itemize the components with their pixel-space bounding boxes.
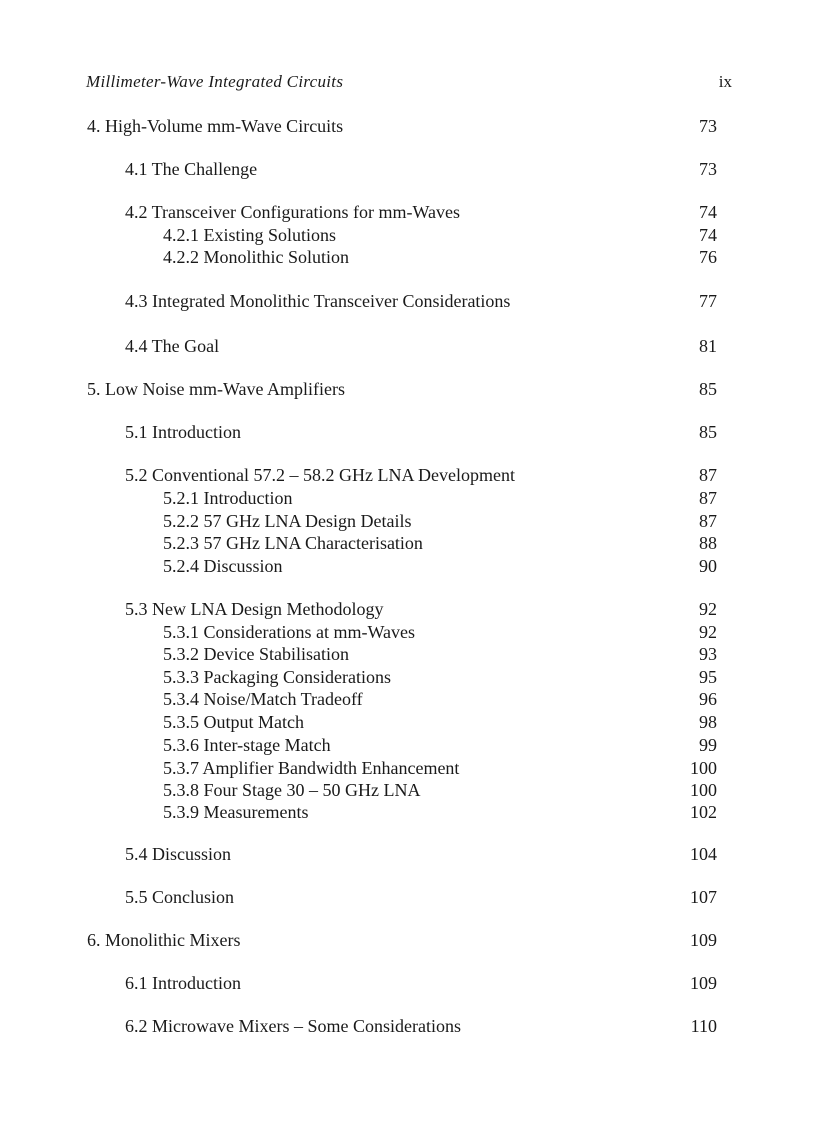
toc-entry-4-2-1 <box>87 224 717 246</box>
toc-entry-label: 5.3.5 Output Match <box>163 712 304 732</box>
toc-entry-page: 100 <box>690 780 717 800</box>
toc-entry-page: 73 <box>699 159 717 179</box>
toc-entry-5-3-8 <box>87 779 717 801</box>
toc-entry-4-3 <box>87 290 717 312</box>
toc-entry-page: 93 <box>699 644 717 664</box>
toc-entry-5-3-4 <box>87 688 717 710</box>
toc-entry-label: 5. Low Noise mm-Wave Amplifiers <box>87 379 346 399</box>
toc-entry-label: 5.3.7 Amplifier Bandwidth Enhancement <box>163 758 460 778</box>
toc-entry-5-3-3 <box>87 666 717 688</box>
toc-entry-label: 5.2.1 Introduction <box>163 488 293 508</box>
toc-entry-label: 5.3.6 Inter-stage Match <box>163 735 331 755</box>
toc-entry-5-2-4 <box>87 555 717 577</box>
toc-entry-label: 5.3.3 Packaging Considerations <box>163 667 391 687</box>
toc-entry-page: 90 <box>699 556 717 576</box>
toc-entry-label: 5.3.8 Four Stage 30 – 50 GHz LNA <box>163 780 421 800</box>
toc-entry-5-2-3 <box>87 532 717 554</box>
toc-entry-label: 6. Monolithic Mixers <box>87 930 241 950</box>
toc-entry-label: 5.3 New LNA Design Methodology <box>125 599 384 619</box>
toc-entry-page: 98 <box>699 712 717 732</box>
toc-entry-page: 109 <box>690 930 717 950</box>
toc-entry-label: 4.3 Integrated Monolithic Transceiver Considerations <box>125 291 511 311</box>
toc-entry-4-2 <box>87 201 717 223</box>
toc-entry-label: 5.3.4 Noise/Match Tradeoff <box>163 689 363 709</box>
table-of-contents <box>87 0 717 1123</box>
toc-entry-label: 4.4 The Goal <box>125 336 220 356</box>
toc-entry-chapter-6 <box>87 929 717 951</box>
toc-entry-page: 87 <box>699 465 717 485</box>
toc-entry-6-2 <box>87 1015 717 1037</box>
toc-entry-label: 5.2.4 Discussion <box>163 556 283 576</box>
toc-entry-5-3-9 <box>87 801 717 823</box>
toc-entry-label: 5.2.2 57 GHz LNA Design Details <box>163 511 412 531</box>
toc-entry-label: 5.4 Discussion <box>125 844 232 864</box>
toc-entry-4-2-2 <box>87 246 717 268</box>
toc-entry-label: 5.3.9 Measurements <box>163 802 309 822</box>
toc-entry-page: 85 <box>699 422 717 442</box>
toc-entry-page: 92 <box>699 622 717 642</box>
toc-entry-label: 4.2 Transceiver Configurations for mm-Waves <box>125 202 460 222</box>
toc-entry-chapter-4 <box>87 115 717 137</box>
toc-entry-5-3-5 <box>87 711 717 733</box>
toc-entry-page: 99 <box>699 735 717 755</box>
toc-entry-label: 5.2 Conventional 57.2 – 58.2 GHz LNA Development <box>125 465 515 485</box>
toc-entry-5-3-7 <box>87 757 717 779</box>
toc-entry-label: 5.3.2 Device Stabilisation <box>163 644 349 664</box>
page-number: ix <box>718 72 732 91</box>
toc-entry-5-4 <box>87 843 717 865</box>
toc-entry-label: 5.2.3 57 GHz LNA Characterisation <box>163 533 423 553</box>
toc-entry-label: 5.5 Conclusion <box>125 887 235 907</box>
toc-entry-page: 102 <box>690 802 717 822</box>
toc-entry-page: 81 <box>699 336 717 356</box>
toc-entry-5-3-6 <box>87 734 717 756</box>
toc-entry-label: 4. High-Volume mm-Wave Circuits <box>87 116 344 136</box>
toc-entry-5-5 <box>87 886 717 908</box>
toc-entry-label: 4.2.2 Monolithic Solution <box>163 247 350 267</box>
toc-entry-page: 85 <box>699 379 717 399</box>
toc-entry-4-4 <box>87 335 717 357</box>
running-header-title: Millimeter-Wave Integrated Circuits <box>86 72 344 91</box>
toc-entry-page: 96 <box>699 689 717 709</box>
toc-entry-page: 110 <box>690 1016 717 1036</box>
toc-entry-6-1 <box>87 972 717 994</box>
toc-entry-5-2-1 <box>87 487 717 509</box>
toc-entry-label: 5.3.1 Considerations at mm-Waves <box>163 622 416 642</box>
toc-entry-5-1 <box>87 421 717 443</box>
toc-entry-label: 6.2 Microwave Mixers – Some Considerations <box>125 1016 461 1036</box>
toc-entry-5-2 <box>87 464 717 486</box>
toc-entry-page: 100 <box>690 758 717 778</box>
toc-entry-chapter-5 <box>87 378 717 400</box>
toc-entry-label: 6.1 Introduction <box>125 973 241 993</box>
toc-entry-page: 92 <box>699 599 717 619</box>
toc-entry-page: 87 <box>699 488 717 508</box>
toc-entry-page: 104 <box>690 844 717 864</box>
toc-entry-page: 88 <box>699 533 717 553</box>
toc-entry-5-2-2 <box>87 510 717 532</box>
toc-entry-label: 5.1 Introduction <box>125 422 241 442</box>
toc-entry-page: 74 <box>699 202 717 222</box>
toc-entry-page: 107 <box>690 887 717 907</box>
toc-entry-5-3-1 <box>87 621 717 643</box>
toc-entry-page: 76 <box>699 247 717 267</box>
toc-entry-page: 95 <box>699 667 717 687</box>
toc-entry-page: 74 <box>699 225 717 245</box>
toc-entry-page: 73 <box>699 116 717 136</box>
toc-entry-4-1 <box>87 158 717 180</box>
toc-entry-label: 4.2.1 Existing Solutions <box>163 225 337 245</box>
toc-entry-page: 77 <box>699 291 717 311</box>
toc-entry-page: 109 <box>690 973 717 993</box>
toc-entry-5-3 <box>87 598 717 620</box>
toc-entry-5-3-2 <box>87 643 717 665</box>
toc-entry-label: 4.1 The Challenge <box>125 159 258 179</box>
toc-entry-page: 87 <box>699 511 717 531</box>
